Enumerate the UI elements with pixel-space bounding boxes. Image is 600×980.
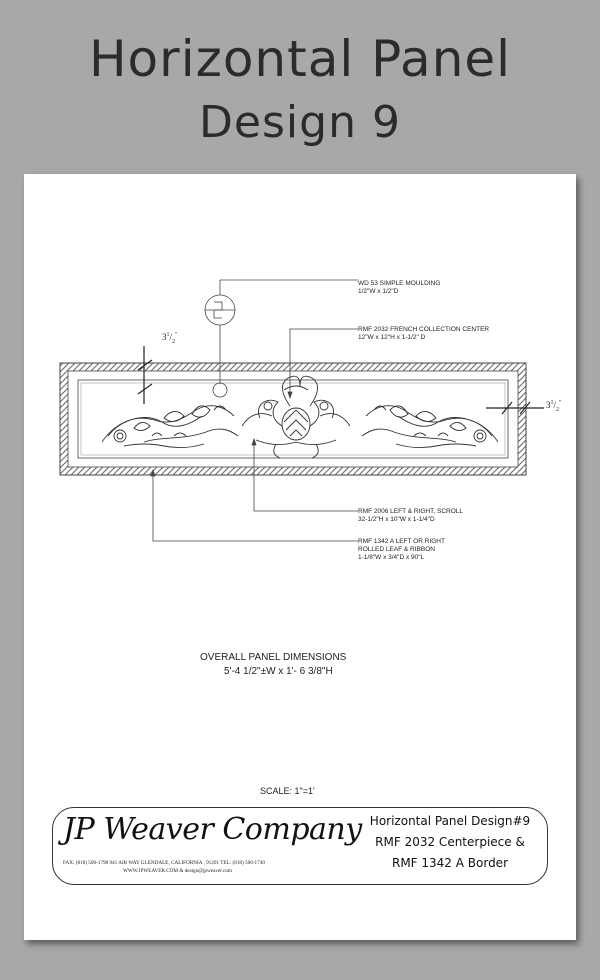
dimension-left: $3^1/_2^"$ <box>162 332 178 345</box>
callout-center: RMF 2032 FRENCH COLLECTION CENTER 12"W x 12"H x 1-1/2" D <box>358 326 490 341</box>
callout-border: RMF 1342 A LEFT OR RIGHT ROLLED LEAF & RIBBON 1-1/8"W x 3/4"D x 90"L <box>358 538 445 561</box>
title-block <box>52 807 548 885</box>
page-subtitle: Design 9 <box>199 97 401 148</box>
scale-label: SCALE: 1"=1' <box>260 786 315 796</box>
drawing-sheet <box>24 174 576 940</box>
callout-scroll: RMF 2006 LEFT & RIGHT, SCROLL 32-1/2"H x 10"W x 1-1/4"D <box>358 508 463 523</box>
page-title: Horizontal Panel <box>88 30 512 88</box>
overall-dimensions-title: OVERALL PANEL DIMENSIONS <box>200 652 347 663</box>
titleblock-line-1: Horizontal Panel Design#9 <box>369 814 531 828</box>
dimension-right: $3^1/_2^"$ <box>546 400 562 413</box>
callout-moulding: WD 53 SIMPLE MOULDING 1/2"W x 1/2"D <box>358 280 441 295</box>
company-logo: JP Weaver Company <box>63 812 362 847</box>
contact-line-2: WWW.JPWEAVER.COM & design@jpweaver.com <box>123 868 232 874</box>
overall-dimensions-value: 5'-4 1/2"±W x 1'- 6 3/8"H <box>224 666 333 677</box>
contact-line-1: FAX: (818) 500-1798 941 AIR WAY GLENDALE, CALIFORNIA , 91201 TEL: (818) 500-1740 <box>63 860 265 866</box>
titleblock-line-2: RMF 2032 Centerpiece & <box>375 835 525 849</box>
titleblock-line-3: RMF 1342 A Border <box>391 856 508 870</box>
